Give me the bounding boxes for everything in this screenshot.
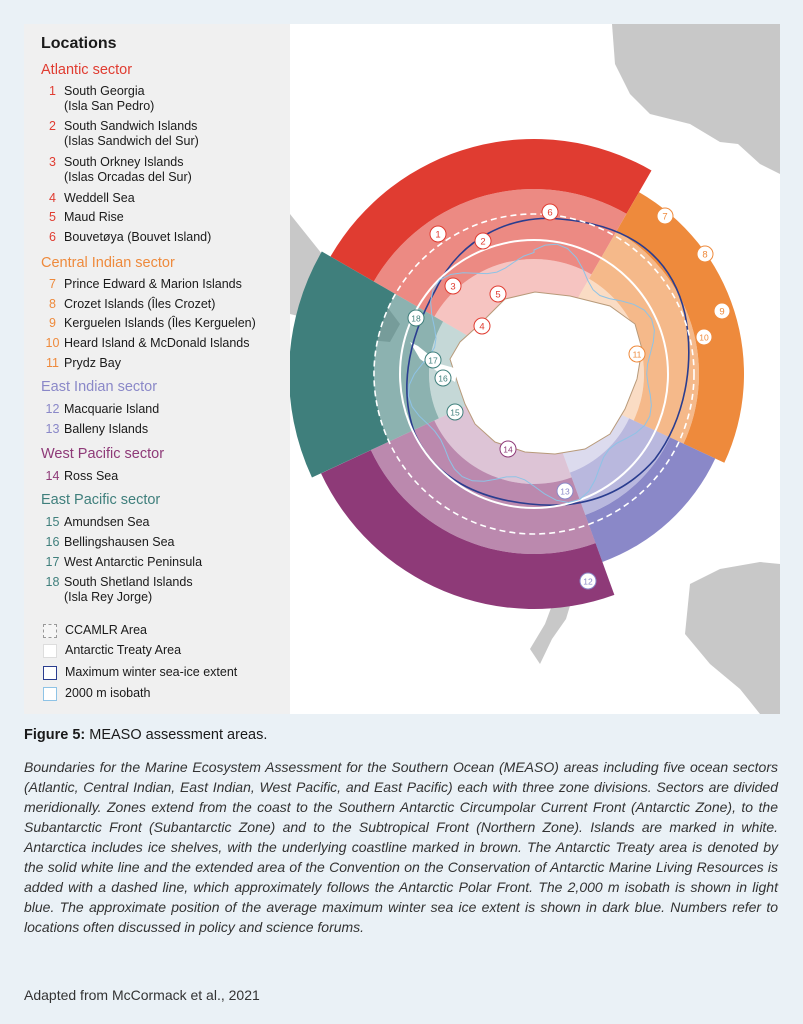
legend-swatch: [43, 687, 57, 701]
location-marker-label: 16: [438, 373, 448, 384]
location-item: [41, 469, 284, 484]
location-marker-label: 15: [450, 407, 460, 418]
location-number: 9: [49, 316, 56, 330]
sector-title: East Pacific sector: [41, 492, 161, 508]
location-marker-label: 10: [699, 332, 709, 343]
figure-label: Figure 5:: [24, 727, 86, 743]
legend-key-label: Antarctic Treaty Area: [65, 643, 182, 657]
australia-landmass: [685, 562, 780, 714]
location-name: [64, 336, 284, 351]
location-marker-label: 11: [632, 349, 642, 360]
location-number: 15: [45, 515, 60, 529]
location-item: [41, 297, 284, 312]
location-name-line: Weddell Sea: [64, 191, 135, 205]
africa-landmass: [612, 24, 780, 174]
location-number: 13: [45, 422, 60, 436]
location-marker-label: 3: [450, 281, 456, 293]
figure-credit: Adapted from McCormack et al., 2021: [24, 987, 260, 1003]
location-marker-label: 17: [428, 355, 438, 366]
location-number: 14: [45, 469, 60, 483]
legend-swatch: [43, 644, 57, 658]
legend-key-label: CCAMLR Area: [65, 623, 147, 637]
location-marker-label: 1: [435, 229, 441, 241]
location-marker-label: 8: [702, 249, 708, 261]
figure-caption-body: Boundaries for the Marine Ecosystem Assessment for the Southern Ocean (MEASO) areas including five ocean sectors (Atlantic, Central Indian, East Indian, West Pacific, and East Pacific) each with three zone divisions. Sectors are divided meridionally. Zones extend from the coast to the Southern Antarctic Circumpolar Current Front (Antarctic Zone), to the Subantarctic Front (Subantarctic Zone) and to the Subtropical Front (Northern Zone). Islands are marked in white. Antarctica includes ice shelves, with the underlying coastline marked in brown. The Antarctic Treaty area is denoted by the solid white line and the extended area of the Convention on the Conservation of Antarctic Marine Living Resources is added with a dashed line, which approximately follows the Antarctic Polar Front. The 2,000 m isobath is shown in light blue. The approximate position of the average maximum winter sea ice extent is shown in dark blue. Numbers refer to locations often discussed in policy and science forums.: [24, 759, 778, 935]
location-marker-label: 18: [411, 313, 421, 324]
location-alt-name: (Islas Sandwich del Sur): [64, 134, 199, 148]
location-item: [41, 356, 284, 371]
sector-title: Atlantic sector: [41, 62, 133, 78]
location-item: [41, 515, 284, 530]
location-name: [64, 297, 284, 312]
location-number: 12: [45, 402, 60, 416]
location-name-line: Prydz Bay: [64, 356, 121, 370]
location-marker-label: 9: [719, 306, 725, 318]
location-name-line: South Georgia: [64, 84, 145, 98]
location-number: 3: [49, 155, 56, 169]
location-name: [64, 356, 284, 371]
location-number: 17: [45, 555, 60, 569]
location-name-line: Balleny Islands: [64, 422, 149, 436]
location-name-line: Crozet Islands (Îles Crozet): [64, 297, 216, 311]
location-number: 4: [49, 191, 56, 205]
location-number: 16: [45, 535, 60, 549]
location-name-line: Amundsen Sea: [64, 515, 150, 529]
map-legend: [24, 24, 290, 714]
location-name-line: West Antarctic Peninsula: [64, 555, 203, 569]
location-item: [41, 155, 284, 185]
location-item: [41, 336, 284, 351]
location-item: [41, 535, 284, 550]
legend-key-label: Maximum winter sea-ice extent: [65, 665, 238, 679]
location-name: [64, 422, 284, 437]
location-name-line: South Shetland Islands: [64, 575, 193, 589]
location-marker-label: 5: [495, 289, 501, 301]
location-alt-name: (Isla Rey Jorge): [64, 590, 153, 604]
location-number: 2: [49, 119, 56, 133]
location-item: [41, 230, 284, 245]
location-number: 5: [49, 210, 56, 224]
location-name-line: Maud Rise: [64, 210, 124, 224]
location-name: [64, 316, 284, 331]
legend-key: [43, 685, 150, 701]
measo-map: [290, 24, 780, 714]
location-name: [64, 535, 284, 550]
location-name-line: Prince Edward & Marion Islands: [64, 277, 242, 291]
location-alt-name: (Islas Orcadas del Sur): [64, 170, 192, 184]
location-item: [41, 422, 284, 437]
location-name: [64, 210, 284, 225]
location-item: [41, 84, 284, 114]
location-name-line: Bouvetøya (Bouvet Island): [64, 230, 212, 244]
location-item: [41, 277, 284, 292]
location-name: [64, 555, 284, 570]
legend-key: [43, 664, 237, 680]
location-name-line: South Orkney Islands: [64, 155, 184, 169]
location-marker-label: 12: [583, 576, 593, 587]
location-name-line: Bellingshausen Sea: [64, 535, 175, 549]
location-name-line: Heard Island & McDonald Islands: [64, 336, 250, 350]
location-name-line: South Sandwich Islands: [64, 119, 198, 133]
figure-caption-title: [24, 727, 267, 743]
location-marker-label: 4: [479, 321, 485, 333]
location-marker-label: 13: [560, 486, 570, 497]
sector-title: Central Indian sector: [41, 255, 175, 271]
location-number: 1: [49, 84, 56, 98]
location-name: [64, 230, 284, 245]
location-number: 7: [49, 277, 56, 291]
legend-title: Locations: [41, 35, 117, 52]
sector-title: East Indian sector: [41, 379, 158, 395]
legend-swatch: [43, 666, 57, 680]
location-name: [64, 84, 284, 114]
legend-swatch: [43, 624, 57, 638]
location-name: [64, 469, 284, 484]
location-marker-label: 2: [480, 236, 486, 248]
location-number: 10: [45, 336, 60, 350]
location-name: [64, 119, 284, 149]
location-number: 8: [49, 297, 56, 311]
location-name-line: Kerguelen Islands (Îles Kerguelen): [64, 316, 256, 330]
location-item: [41, 210, 284, 225]
location-name: [64, 575, 284, 605]
legend-key-label: 2000 m isobath: [65, 686, 151, 700]
location-item: [41, 119, 284, 149]
location-name-line: Ross Sea: [64, 469, 119, 483]
figure-title: MEASO assessment areas.: [89, 727, 268, 743]
location-marker-label: 7: [662, 211, 668, 223]
location-item: [41, 316, 284, 331]
location-marker-label: 6: [547, 207, 553, 219]
location-name: [64, 155, 284, 185]
location-name: [64, 402, 284, 417]
legend-key: [43, 642, 181, 658]
location-item: [41, 555, 284, 570]
location-number: 18: [45, 575, 60, 589]
location-number: 6: [49, 230, 56, 244]
location-name: [64, 515, 284, 530]
legend-key: [43, 622, 147, 638]
location-alt-name: (Isla San Pedro): [64, 99, 155, 113]
location-marker-label: 14: [503, 444, 513, 455]
location-item: [41, 575, 284, 605]
location-item: [41, 402, 284, 417]
location-name: [64, 277, 284, 292]
location-name: [64, 191, 284, 206]
sector-title: West Pacific sector: [41, 446, 165, 462]
location-name-line: Macquarie Island: [64, 402, 160, 416]
location-item: [41, 191, 284, 206]
location-number: 11: [46, 356, 59, 370]
